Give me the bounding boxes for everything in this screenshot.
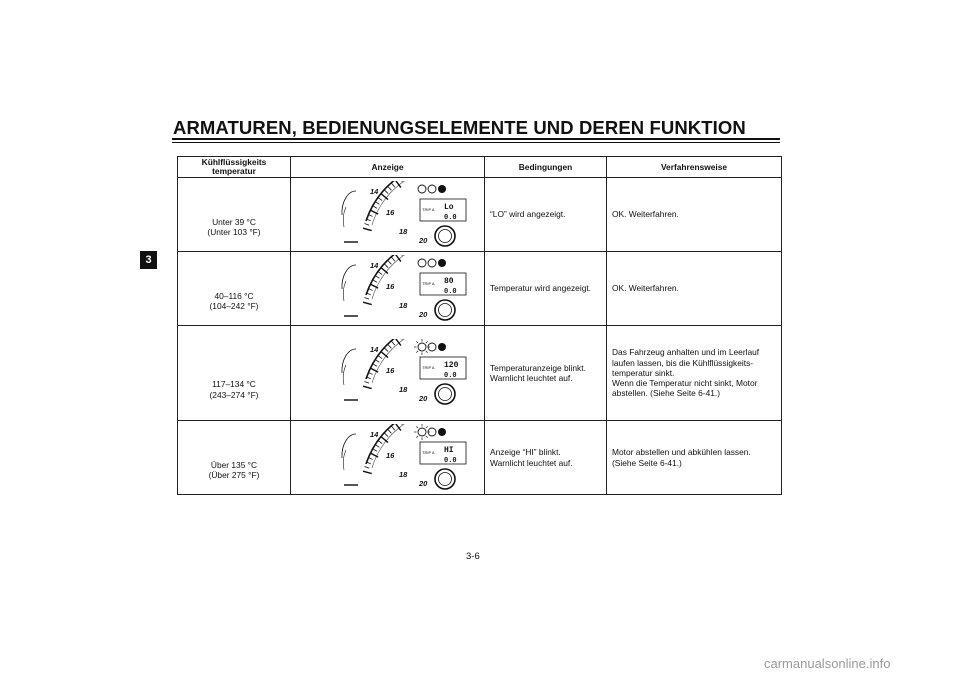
coolant-temp-display-normal-icon <box>298 255 478 323</box>
procedure-line: abstellen. (Siehe Seite 6-41.) <box>612 388 721 399</box>
lcd-odometer: 0.0 <box>443 213 457 222</box>
gauge-knob-inner <box>438 303 451 316</box>
neutral-light-icon <box>438 185 446 193</box>
condition-line: Temperatur wird angezeigt. <box>490 283 592 294</box>
page-number: 3-6 <box>466 551 480 562</box>
procedure-line: temperatur sinkt. <box>612 367 675 378</box>
procedure-line: Motor abstellen und abkühlen lassen. <box>612 447 751 458</box>
temp-fahrenheit: (Über 275 °F) <box>208 470 260 480</box>
tach-tick <box>384 190 388 193</box>
condition-line: Warnlicht leuchtet auf. <box>490 373 573 383</box>
tach-tick <box>375 360 379 363</box>
tach-tick <box>391 257 394 261</box>
tach-tick <box>362 228 371 230</box>
table-row <box>178 178 782 252</box>
procedure-line: Das Fahrzeug anhalten und im Leerlauf <box>612 347 760 358</box>
condition-line: Warnlicht leuchtet auf. <box>490 457 573 468</box>
tach-tick-label: 14 <box>369 186 378 196</box>
tach-tick <box>387 429 390 433</box>
tach-tick <box>364 382 369 384</box>
tach-tick <box>362 302 371 304</box>
procedure-line: OK. Weiterfahren. <box>612 283 679 294</box>
warning-light-icon <box>418 428 426 436</box>
lcd-temp-readout: 120 <box>443 361 458 370</box>
temp-cell <box>178 326 291 421</box>
tach-tick-label: 18 <box>398 226 407 236</box>
temp-cell <box>178 252 291 326</box>
temp-fahrenheit: (Unter 103 °F) <box>207 227 261 237</box>
warning-light-ray <box>425 435 427 437</box>
tach-tick <box>391 341 394 345</box>
tach-tick-label: 14 <box>369 429 378 439</box>
tach-tick <box>378 356 382 359</box>
tach-tick-label: 16 <box>385 366 394 375</box>
brand-mark <box>344 315 358 317</box>
display-cell <box>291 421 485 495</box>
procedure-line: laufen lassen, bis die Kühlflüssigkeits- <box>612 357 754 368</box>
tach-tick-label: 16 <box>385 281 394 291</box>
tach-tick <box>391 183 394 187</box>
temp-fahrenheit: (243–274 °F) <box>209 389 259 400</box>
tach-tick <box>387 345 390 349</box>
tach-tick <box>399 255 402 256</box>
header-conditions: Bedingungen <box>485 157 607 178</box>
speed-ring <box>343 365 346 385</box>
lcd-odometer: 0.0 <box>443 287 457 296</box>
tach-tick <box>399 181 402 182</box>
tach-tick-label: 18 <box>398 469 407 479</box>
tach-tick-label: 20 <box>418 478 427 488</box>
tach-tick <box>372 205 376 208</box>
warning-light-ray <box>416 435 418 437</box>
tach-tick-label: 16 <box>385 450 394 460</box>
tach-tick-label: 14 <box>369 260 378 270</box>
temp-cell <box>178 178 291 252</box>
gauge-knob-inner <box>438 388 451 401</box>
gauge-knob-inner <box>438 472 451 485</box>
temp-celsius: Unter 39 °C <box>212 216 256 227</box>
gauge-knob <box>435 384 455 404</box>
header-display: Anzeige <box>291 157 485 178</box>
tach-tick <box>372 448 376 451</box>
tach-tick <box>384 264 388 267</box>
lcd-trip-label: TRIP A <box>421 206 435 212</box>
gauge-knob <box>435 226 455 246</box>
lcd-odometer: 0.0 <box>443 456 457 465</box>
tach-tick-label: 20 <box>418 309 427 319</box>
tach-tick <box>384 433 388 436</box>
warning-light-icon <box>418 343 426 351</box>
tach-tick <box>399 424 402 425</box>
temp-fahrenheit: (104–242 °F) <box>209 301 259 311</box>
display-cell <box>291 326 485 421</box>
tach-tick-label: 18 <box>398 300 407 310</box>
tach-tick-label: 20 <box>418 235 427 245</box>
lcd-temp-readout: 80 <box>443 276 454 286</box>
tach-tick <box>378 197 382 200</box>
lcd-odometer: 0.0 <box>443 372 457 380</box>
gauge-knob <box>435 300 455 320</box>
header-coolant-temp: Kühlflüssigkeits temperatur <box>178 157 291 178</box>
lcd-trip-label: TRIP A <box>421 365 435 370</box>
oil-light-icon <box>428 259 436 267</box>
condition-line: Temperaturanzeige blinkt. <box>490 362 586 373</box>
table-row <box>178 421 782 495</box>
coolant-temp-display-lo-icon <box>298 181 478 249</box>
header-procedure: Verfahrensweise <box>607 157 782 178</box>
warning-light-ray <box>416 426 418 428</box>
tach-tick <box>362 386 371 388</box>
lcd-trip-label: TRIP A <box>421 449 435 455</box>
neutral-light-icon <box>438 259 446 267</box>
lcd-temp-readout: Lo <box>443 202 454 212</box>
warning-light-ray <box>416 351 418 353</box>
tach-tick-label: 18 <box>398 385 407 394</box>
watermark: carmanualsonline.info <box>764 656 891 671</box>
title-rule-thick <box>172 138 780 140</box>
tach-tick <box>362 471 371 473</box>
page-title: ARMATUREN, BEDIENUNGSELEMENTE UND DEREN FUNKTION <box>173 117 746 138</box>
conditions-cell <box>485 252 607 326</box>
display-cell <box>291 178 485 252</box>
temp-cell <box>178 421 291 495</box>
coolant-temp-display-blinking-icon <box>298 339 478 407</box>
table-row <box>178 252 782 326</box>
lcd-temp-readout: HI <box>443 445 454 455</box>
procedure-cell <box>607 326 782 421</box>
procedure-cell <box>607 178 782 252</box>
procedure-line: Wenn die Temperatur nicht sinkt, Motor <box>612 378 758 389</box>
tach-tick <box>375 444 379 447</box>
warning-light-ray <box>425 351 427 353</box>
warning-light-ray <box>416 341 418 343</box>
warning-light-icon <box>418 259 426 267</box>
coolant-temperature-table <box>177 156 782 495</box>
tach-tick <box>387 186 390 190</box>
procedure-line: (Siehe Seite 6-41.) <box>612 457 682 468</box>
speed-ring <box>343 450 346 470</box>
brand-mark <box>344 484 358 486</box>
tach-tick <box>378 271 382 274</box>
tach-tick <box>364 223 369 225</box>
tach-tick-label: 20 <box>418 394 427 403</box>
warning-light-icon <box>418 185 426 193</box>
tach-tick-label: 16 <box>385 207 394 217</box>
gauge-knob-inner <box>438 229 451 242</box>
coolant-temp-display-hi-icon <box>298 424 478 492</box>
title-rule-thin <box>172 142 780 143</box>
chapter-tab: 3 <box>140 251 157 269</box>
conditions-cell <box>485 421 607 495</box>
warning-light-ray <box>425 426 427 428</box>
procedure-cell <box>607 252 782 326</box>
warning-light-ray <box>425 341 427 343</box>
oil-light-icon <box>428 185 436 193</box>
tach-tick <box>375 201 379 204</box>
temp-celsius: 117–134 °C <box>212 379 256 390</box>
tach-tick <box>387 260 390 264</box>
display-cell <box>291 252 485 326</box>
tach-tick <box>364 297 369 299</box>
tach-tick <box>375 275 379 278</box>
condition-line: “LO” wird angezeigt. <box>490 209 566 220</box>
procedure-cell <box>607 421 782 495</box>
tach-tick <box>399 339 402 340</box>
tach-tick-label: 14 <box>369 345 378 354</box>
tach-tick <box>391 426 394 430</box>
speed-ring <box>343 281 346 301</box>
temp-celsius: 40–116 °C <box>214 290 254 301</box>
condition-line: Anzeige “HI” blinkt. <box>490 447 561 458</box>
tach-tick <box>378 440 382 443</box>
tach-tick <box>372 364 376 367</box>
gauge-knob <box>435 469 455 489</box>
table-row <box>178 326 782 421</box>
conditions-cell <box>485 326 607 421</box>
tach-tick <box>384 348 388 351</box>
lcd-trip-label: TRIP A <box>421 280 435 286</box>
procedure-line: OK. Weiterfahren. <box>612 209 679 220</box>
tach-tick <box>364 466 369 468</box>
table-header-row <box>178 157 782 178</box>
conditions-cell <box>485 178 607 252</box>
brand-mark <box>344 399 358 401</box>
tach-tick <box>372 279 376 282</box>
neutral-light-icon <box>438 343 446 351</box>
temp-celsius: Über 135 °C <box>210 459 258 470</box>
neutral-light-icon <box>438 428 446 436</box>
brand-mark <box>344 241 358 243</box>
speed-ring <box>343 207 346 227</box>
